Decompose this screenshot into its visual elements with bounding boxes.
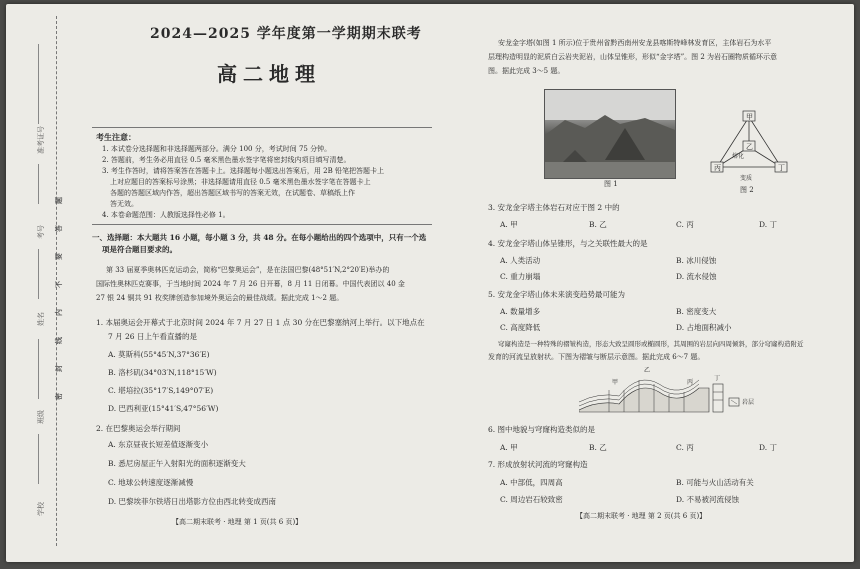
notice-line: 各题的答题区域内作答，超出答题区域书写的答案无效，在试题卷、草稿纸上作 [110,189,355,197]
notice-line: 1. 本试卷分选择题和非选择题两部分。满分 100 分，考试时间 75 分钟。 [102,145,332,153]
figure-2-caption: 图 2 [740,186,754,194]
class-label: 班级 [37,410,45,424]
name-label: 姓名 [37,312,45,326]
option: A. 甲 [500,443,518,452]
field-line [38,44,39,124]
notice-line: 3. 考生作答时，请将答案答在答题卡上。选择题每小题选出答案后，用 2B 铅笔把答题卡上 [102,167,384,175]
seal-text-8: 密 [54,393,63,400]
exam-sheet [6,4,854,562]
seal-text-1: 题 [54,197,63,204]
question-1: 1. 本届奥运会开幕式于北京时间 2024 年 7 月 27 日 1 点 30 分在巴黎塞纳河上举行。以下地点在 [96,318,425,327]
school-label: 学校 [37,502,45,516]
diagram-edge-label: 熔化 [732,153,745,160]
notice-line: 答无效。 [110,200,138,208]
legend-label: 岩层 [742,399,755,406]
figure-1-caption: 图 1 [604,180,618,188]
field-line [38,434,39,484]
option: B. 可能与火山活动有关 [676,478,754,487]
option: C. 堪培拉(35°17′S,149°07′E) [108,386,214,395]
option: C. 丙 [676,443,694,452]
option: B. 乙 [589,443,607,452]
option: D. 不易被河流侵蚀 [676,495,740,504]
option: B. 冰川侵蚀 [676,256,717,265]
seal-text-5: 内 [54,309,63,316]
diagram-label: 甲 [612,379,619,386]
field-line [38,164,39,204]
seal-text-6: 线 [54,337,63,344]
diagram-node-a: 甲 [746,113,753,121]
diagram-label: 丁 [714,375,721,382]
section-heading-2: 项是符合题目要求的。 [102,245,177,254]
option: C. 高度降低 [500,323,541,332]
option: B. 洛杉矶(34°03′N,118°15′W) [108,368,217,377]
diagram-edge-label: 变质 [740,175,753,182]
section-heading: 一、选择题：本大题共 16 小题，每小题 3 分，共 48 分。在每小题给出的四个选项中，只有一个选 [92,233,427,242]
page-footer: 【高二期末联考 · 地理 第 2 页(共 6 页)】 [576,512,707,520]
notice-line: 4. 本卷命题范围：人教版选择性必修 1。 [102,211,230,219]
diagram-node-b: 乙 [746,143,753,151]
figure-1-photo [544,89,676,179]
passage-line: 27 银 24 铜共 91 枚奖牌创造参加境外奥运会的最佳战绩。据此完成 1～2 题。 [96,294,344,302]
divider [92,127,432,128]
option: B. 密度变大 [676,307,717,316]
question-7: 7. 形成放射状河流的穹窿构造 [488,460,588,469]
field-line [38,249,39,299]
option: D. 巴西利亚(15°41′S,47°56′W) [108,404,219,413]
notice-line: 上对应题目的答案标号涂黑；非选择题请用直径 0.5 毫米黑色墨水签字笔在答题卡上 [110,178,371,186]
passage-line: 发育的河流呈放射状。下图为褶皱与断层示意图。据此完成 6～7 题。 [488,353,705,361]
seal-text-4: 不 [54,281,63,288]
notice-line: 2. 答题前，考生务必用直径 0.5 毫米黑色墨水签字笔将密封线内项目填写清楚。 [102,156,351,164]
question-2: 2. 在巴黎奥运会举行期间 [96,424,181,433]
option: D. 占地面积减小 [676,323,732,332]
exam-title: 2024—2025 学年度第一学期期末联考 [150,26,422,42]
passage-line: 图。据此完成 3～5 题。 [488,67,565,75]
divider [92,224,432,225]
field-line [38,339,39,399]
option: A. 莫斯科(55°45′N,37°36′E) [108,350,210,359]
fold-fault-diagram [579,370,749,418]
seal-text-3: 要 [54,253,63,260]
subject-title: 高二地理 [217,62,321,86]
admission-no-label: 准考证号 [37,126,45,154]
option: A. 东京昼夜长短差值逐渐变小 [108,440,209,449]
option: C. 丙 [676,220,694,229]
seal-text-2: 答 [54,225,63,232]
option: A. 甲 [500,220,518,229]
option: C. 重力崩塌 [500,272,541,281]
binding-margin [6,4,64,562]
option: C. 周边岩石较致密 [500,495,563,504]
exam-no-label: 考号 [37,225,45,239]
option: A. 中部低，四周高 [500,478,563,487]
passage-line: 安龙金字塔(如图 1 所示)位于贵州省黔西南州安龙县喀斯特峰林发育区，主体岩石为水平 [498,39,772,47]
passage-line: 层理构造明显的泥质白云岩夹泥岩，山体呈锥形，形似“金字塔”。图 2 为岩石圈物质循环示意 [488,53,778,61]
diagram-node-d: 丁 [778,164,785,172]
karst-mountain-image [545,90,675,178]
diagram-node-c: 丙 [714,164,721,172]
diagram-label: 丙 [687,379,694,386]
passage-line: 穹窿构造是一种特殊的褶皱构造，形态大致呈圆形或椭圆形，其周围的岩层向四周倾斜，部分穹窿构造附近 [498,340,804,348]
option: C. 地球公转速度逐渐减慢 [108,478,194,487]
question-1-cont: 7 月 26 日上午看直播的是 [108,332,197,341]
option: D. 流水侵蚀 [676,272,717,281]
option: A. 人类活动 [500,256,541,265]
option: D. 丁 [759,443,778,452]
seal-text-7: 封 [54,365,63,372]
option: D. 丁 [759,220,778,229]
page-footer: 【高二期末联考 · 地理 第 1 页(共 6 页)】 [172,518,303,526]
diagram-label: 乙 [644,367,651,374]
question-4: 4. 安龙金字塔山体呈锥形，与之关联性最大的是 [488,239,648,248]
passage-line: 国际性奥林匹克赛事，于当地时间 2024 年 7 月 26 日开幕，8 月 11 日闭幕。中国代表团以 40 金 [96,280,405,288]
question-3: 3. 安龙金字塔主体岩石对应于图 2 中的 [488,203,620,212]
question-6: 6. 图中地貌与穹窿构造类似的是 [488,425,596,434]
passage-line: 第 33 届夏季奥林匹克运动会，简称“巴黎奥运会”，是在法国巴黎(48°51′N,2°20′E)举办的 [106,266,390,274]
question-5: 5. 安龙金字塔山体未来演变趋势最可能为 [488,290,626,299]
option: A. 数量增多 [500,307,541,316]
option: B. 乙 [589,220,607,229]
option: B. 悉尼房屋正午入射阳光的面积逐渐变大 [108,459,246,468]
option: D. 巴黎埃菲尔铁塔日出塔影方位由西北转变成西南 [108,497,277,506]
notice-heading: 考生注意： [96,132,136,142]
